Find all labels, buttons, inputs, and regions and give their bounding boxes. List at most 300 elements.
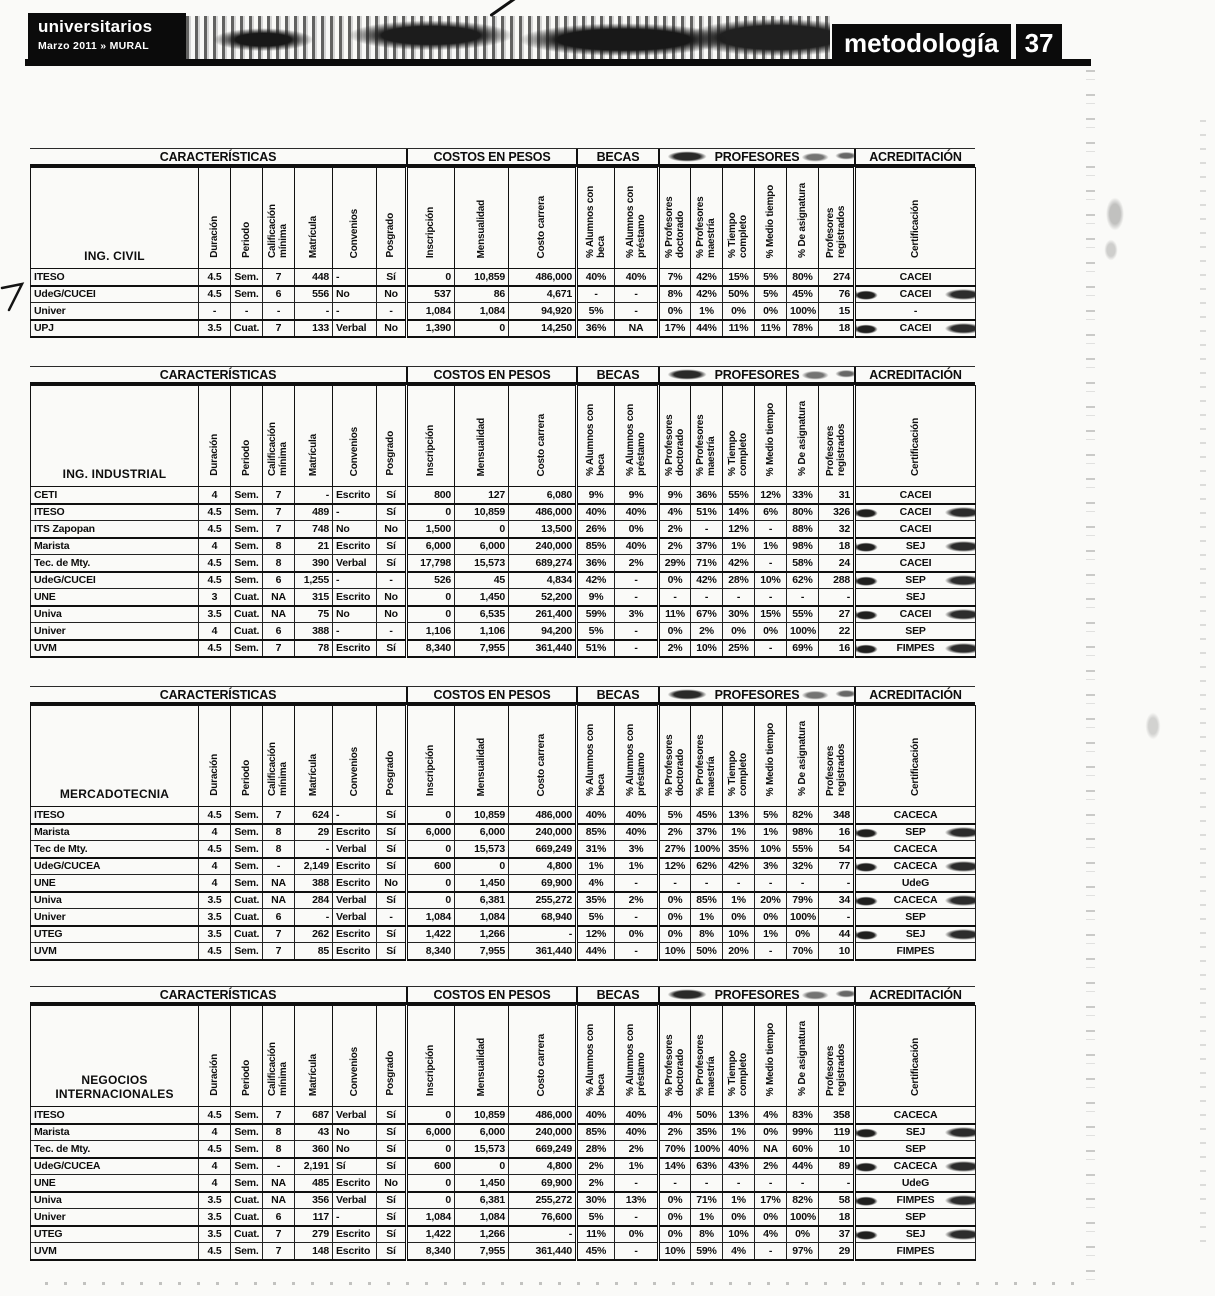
cell-mensualidad: 1,084 [455, 1209, 509, 1226]
column-header-label: Mensualidad [475, 1037, 487, 1096]
cell-mensualidad: 6,381 [455, 1192, 509, 1209]
cell-matricula: 388 [295, 623, 333, 640]
comparison-grid [30, 705, 976, 961]
cell-calificacion-minima: 7 [263, 1226, 295, 1243]
cell-periodo: Sem. [231, 1141, 263, 1158]
cell-costo-carrera: 68,940 [509, 909, 577, 926]
column-header-label: % Profesores maestría [695, 414, 718, 476]
program-title: ING. CIVIL [31, 168, 199, 269]
cell-convenios: Escrito [333, 589, 377, 606]
cell-pct-alumnos-prestamo: 2% [615, 555, 659, 572]
cell-pct-medio-tiempo: 0% [755, 1124, 787, 1141]
cell-certificacion: CACEI [855, 487, 976, 504]
cell-pct-tiempo-completo: 0% [723, 909, 755, 926]
cell-profesores-registrados: 16 [819, 640, 855, 657]
cell-pct-medio-tiempo: 1% [755, 824, 787, 841]
institution-name: UdeG/CUCEI [31, 572, 199, 589]
institution-name: UdeG/CUCEA [31, 1158, 199, 1175]
group-header-band [30, 986, 975, 1005]
column-header-label: Periodo [240, 1060, 252, 1096]
cell-posgrado: Sí [377, 892, 407, 909]
cell-costo-carrera: 13,500 [509, 521, 577, 538]
table-row [31, 841, 976, 858]
column-header-label: Costo carrera [536, 413, 548, 476]
column-header-posgrado [377, 1006, 407, 1107]
column-header-label: Calificación mínima [267, 204, 290, 258]
column-header-label: Convenios [348, 1046, 360, 1096]
column-header-mensualidad [455, 168, 509, 269]
cell-matricula: - [295, 303, 333, 320]
column-header-label: % Tiempo completo [727, 750, 750, 796]
cell-convenios: Escrito [333, 1175, 377, 1192]
cell-posgrado: Sí [377, 824, 407, 841]
cell-posgrado: No [377, 286, 407, 303]
cell-posgrado: No [377, 320, 407, 337]
cell-pct-tiempo-completo: 30% [723, 606, 755, 623]
cell-certificacion: UdeG [855, 875, 976, 892]
column-header-periodo [231, 706, 263, 807]
cell-convenios: Verbal [333, 909, 377, 926]
table-row [31, 1158, 976, 1175]
column-header-profesores-registrados [819, 386, 855, 487]
cell-pct-tiempo-completo: 50% [723, 286, 755, 303]
cell-posgrado: - [377, 623, 407, 640]
cell-pct-alumnos-beca: 28% [577, 1141, 615, 1158]
institution-name: Univer [31, 1209, 199, 1226]
cell-pct-alumnos-prestamo: 0% [615, 521, 659, 538]
cell-pct-profesores-maestria: 8% [691, 926, 723, 943]
cell-certificacion: SEJ [855, 1124, 976, 1141]
cell-posgrado: No [377, 521, 407, 538]
cell-pct-medio-tiempo: - [755, 1175, 787, 1192]
cell-duracion: 4 [199, 1124, 231, 1141]
cell-posgrado: Sí [377, 926, 407, 943]
cell-pct-profesores-maestria: - [691, 521, 723, 538]
cell-mensualidad: 0 [455, 1158, 509, 1175]
cell-pct-alumnos-beca: 9% [577, 589, 615, 606]
cell-pct-profesores-maestria: 8% [691, 1226, 723, 1243]
cell-matricula: 29 [295, 824, 333, 841]
cell-costo-carrera: 255,272 [509, 892, 577, 909]
cell-pct-tiempo-completo: 42% [723, 555, 755, 572]
cell-costo-carrera: - [509, 1226, 577, 1243]
cell-pct-profesores-doctorado: 0% [659, 1209, 691, 1226]
group-header-band [30, 366, 975, 385]
cell-matricula: 43 [295, 1124, 333, 1141]
group-header-section [576, 687, 658, 702]
cell-duracion: 4 [199, 623, 231, 640]
cell-matricula: 388 [295, 875, 333, 892]
column-header-pct-profesores-doctorado [659, 706, 691, 807]
cell-certificacion: SEP [855, 909, 976, 926]
cell-costo-carrera: 240,000 [509, 1124, 577, 1141]
table-row [31, 926, 976, 943]
cell-profesores-registrados: 10 [819, 1141, 855, 1158]
cell-calificacion-minima: 7 [263, 1107, 295, 1124]
column-header-label: Duración [208, 1054, 220, 1096]
cell-convenios: No [333, 286, 377, 303]
column-header-label: Matrícula [307, 215, 319, 258]
cell-calificacion-minima: 6 [263, 286, 295, 303]
program-table [30, 366, 975, 658]
cell-duracion: 4.5 [199, 286, 231, 303]
program-table [30, 986, 975, 1261]
table-row [31, 1192, 976, 1209]
table-row [31, 858, 976, 875]
cell-pct-profesores-doctorado: 2% [659, 1124, 691, 1141]
table-row [31, 892, 976, 909]
cell-duracion: 4 [199, 538, 231, 555]
cell-pct-profesores-maestria: 37% [691, 538, 723, 555]
column-header-profesores-registrados [819, 1006, 855, 1107]
column-header-calificacion-minima [263, 1006, 295, 1107]
column-header-periodo [231, 168, 263, 269]
cell-calificacion-minima: 7 [263, 504, 295, 521]
cell-pct-de-asignatura: 55% [787, 606, 819, 623]
group-header-section [854, 367, 975, 382]
cell-pct-de-asignatura: - [787, 589, 819, 606]
cell-mensualidad: 6,535 [455, 606, 509, 623]
cell-mensualidad: 6,000 [455, 538, 509, 555]
column-header-label: % Profesores maestría [695, 1034, 718, 1096]
cell-duracion: 3.5 [199, 1192, 231, 1209]
cell-pct-profesores-maestria: 42% [691, 286, 723, 303]
cell-pct-tiempo-completo: - [723, 875, 755, 892]
cell-periodo: Sem. [231, 504, 263, 521]
cell-profesores-registrados: 24 [819, 555, 855, 572]
cell-pct-de-asignatura: - [787, 875, 819, 892]
cell-pct-profesores-maestria: 1% [691, 1209, 723, 1226]
cell-profesores-registrados: - [819, 589, 855, 606]
column-header-certificacion [855, 168, 976, 269]
group-header: PROFESORES [714, 987, 800, 1002]
institution-name: Tec. de Mty. [31, 555, 199, 572]
cell-certificacion: SEP [855, 1141, 976, 1158]
column-header-label: Certificación [909, 738, 921, 796]
column-header-label: % Profesores maestría [695, 734, 718, 796]
cell-pct-profesores-maestria: 71% [691, 1192, 723, 1209]
cell-posgrado: Sí [377, 1124, 407, 1141]
scan-smudge-artifact [1128, 690, 1178, 780]
cell-mensualidad: 86 [455, 286, 509, 303]
cell-inscripcion: 526 [407, 572, 455, 589]
column-header-pct-medio-tiempo [755, 1006, 787, 1107]
cell-mensualidad: 1,084 [455, 909, 509, 926]
cell-inscripcion: 0 [407, 1175, 455, 1192]
column-header-pct-alumnos-prestamo [615, 706, 659, 807]
cell-periodo: Sem. [231, 858, 263, 875]
cell-pct-medio-tiempo: 0% [755, 1209, 787, 1226]
column-header-label: % Tiempo completo [727, 212, 750, 258]
group-header-section [30, 687, 406, 702]
column-header-inscripcion [407, 386, 455, 487]
table-row [31, 521, 976, 538]
cell-pct-profesores-doctorado: 0% [659, 1226, 691, 1243]
cell-pct-tiempo-completo: 14% [723, 504, 755, 521]
column-header-label: Duración [208, 434, 220, 476]
cell-pct-de-asignatura: 32% [787, 858, 819, 875]
cell-costo-carrera: 4,671 [509, 286, 577, 303]
cell-pct-profesores-maestria: 42% [691, 572, 723, 589]
group-header-section [854, 149, 975, 164]
cell-calificacion-minima: 6 [263, 909, 295, 926]
cell-certificacion: FIMPES [855, 943, 976, 960]
cell-costo-carrera: 6,080 [509, 487, 577, 504]
cell-mensualidad: 7,955 [455, 1243, 509, 1260]
cell-calificacion-minima: 6 [263, 623, 295, 640]
cell-calificacion-minima: 7 [263, 807, 295, 824]
cell-periodo: Sem. [231, 824, 263, 841]
column-header-pct-tiempo-completo [723, 706, 755, 807]
cell-matricula: 360 [295, 1141, 333, 1158]
cell-duracion: 4 [199, 824, 231, 841]
cell-profesores-registrados: 34 [819, 892, 855, 909]
institution-name: Tec. de Mty. [31, 1141, 199, 1158]
column-header-label: % Alumnos con préstamo [624, 185, 647, 258]
cell-pct-profesores-doctorado: 17% [659, 320, 691, 337]
cell-pct-de-asignatura: 100% [787, 303, 819, 320]
cell-inscripcion: 1,084 [407, 909, 455, 926]
group-header: COSTOS EN PESOS [433, 149, 551, 164]
cell-inscripcion: 0 [407, 807, 455, 824]
cell-pct-tiempo-completo: 1% [723, 1192, 755, 1209]
cell-matricula: 489 [295, 504, 333, 521]
cell-pct-alumnos-prestamo: 1% [615, 858, 659, 875]
column-header-mensualidad [455, 386, 509, 487]
cell-pct-alumnos-prestamo: - [615, 286, 659, 303]
cell-convenios: Verbal [333, 320, 377, 337]
cell-pct-medio-tiempo: - [755, 555, 787, 572]
cell-pct-medio-tiempo: NA [755, 1141, 787, 1158]
cell-matricula: - [295, 487, 333, 504]
table-row [31, 606, 976, 623]
column-header-posgrado [377, 168, 407, 269]
cell-calificacion-minima: 7 [263, 269, 295, 286]
column-header-pct-medio-tiempo [755, 168, 787, 269]
cell-certificacion: CACECA [855, 892, 976, 909]
masthead-date-line: Marzo 2011 » MURAL [38, 39, 150, 52]
cell-pct-profesores-maestria: 100% [691, 1141, 723, 1158]
group-header: CARACTERÍSTICAS [159, 149, 277, 164]
cell-pct-medio-tiempo: 1% [755, 538, 787, 555]
cell-profesores-registrados: 16 [819, 824, 855, 841]
cell-pct-alumnos-beca: 30% [577, 1192, 615, 1209]
cell-posgrado: Sí [377, 555, 407, 572]
table-row [31, 875, 976, 892]
column-header-pct-alumnos-beca [577, 1006, 615, 1107]
cell-mensualidad: 1,450 [455, 589, 509, 606]
cell-profesores-registrados: 29 [819, 1243, 855, 1260]
group-header-section [30, 987, 406, 1002]
cell-inscripcion: 1,422 [407, 926, 455, 943]
cell-pct-tiempo-completo: 43% [723, 1158, 755, 1175]
institution-name: ITESO [31, 807, 199, 824]
group-header-section [406, 987, 576, 1002]
column-header-duracion [199, 168, 231, 269]
cell-matricula: 390 [295, 555, 333, 572]
cell-duracion: 4.5 [199, 640, 231, 657]
cell-mensualidad: 15,573 [455, 841, 509, 858]
column-header-inscripcion [407, 168, 455, 269]
table-row [31, 909, 976, 926]
comparison-grid [30, 385, 976, 658]
cell-matricula: 2,149 [295, 858, 333, 875]
cell-pct-tiempo-completo: 15% [723, 269, 755, 286]
cell-matricula: 448 [295, 269, 333, 286]
column-header-certificacion [855, 706, 976, 807]
column-header-label: % Alumnos con préstamo [624, 1023, 647, 1096]
cell-inscripcion: 600 [407, 858, 455, 875]
cell-certificacion: CACECA [855, 841, 976, 858]
cell-inscripcion: 1,422 [407, 1226, 455, 1243]
cell-inscripcion: 0 [407, 1107, 455, 1124]
cell-pct-alumnos-beca: 2% [577, 1158, 615, 1175]
cell-pct-de-asignatura: 44% [787, 1158, 819, 1175]
cell-periodo: Sem. [231, 1107, 263, 1124]
cell-pct-alumnos-beca: 36% [577, 555, 615, 572]
program-table [30, 148, 975, 338]
cell-pct-de-asignatura: 33% [787, 487, 819, 504]
column-header-label: % Profesores doctorado [663, 414, 686, 476]
column-header-label: Convenios [348, 746, 360, 796]
cell-periodo: Cuat. [231, 589, 263, 606]
cell-profesores-registrados: 22 [819, 623, 855, 640]
cell-pct-medio-tiempo: 15% [755, 606, 787, 623]
cell-pct-de-asignatura: 98% [787, 538, 819, 555]
cell-convenios: Escrito [333, 824, 377, 841]
cell-matricula: 284 [295, 892, 333, 909]
cell-costo-carrera: 240,000 [509, 824, 577, 841]
cell-convenios: Escrito [333, 858, 377, 875]
cell-certificacion: SEJ [855, 538, 976, 555]
table-row [31, 807, 976, 824]
cell-mensualidad: 10,859 [455, 269, 509, 286]
cell-convenios: Escrito [333, 926, 377, 943]
cell-profesores-registrados: 32 [819, 521, 855, 538]
cell-pct-profesores-doctorado: 5% [659, 807, 691, 824]
cell-pct-profesores-doctorado: 9% [659, 487, 691, 504]
group-header-section [576, 987, 658, 1002]
cell-pct-profesores-doctorado: 2% [659, 640, 691, 657]
cell-pct-profesores-maestria: 44% [691, 320, 723, 337]
table-row [31, 1226, 976, 1243]
cell-certificacion: CACEI [855, 269, 976, 286]
cell-pct-alumnos-prestamo: 0% [615, 926, 659, 943]
column-header-label: % Medio tiempo [764, 1022, 776, 1096]
pen-mark-artifact [489, 0, 520, 17]
cell-convenios: Sí [333, 1158, 377, 1175]
cell-pct-alumnos-beca: 12% [577, 926, 615, 943]
cell-posgrado: Sí [377, 1226, 407, 1243]
cell-mensualidad: 0 [455, 320, 509, 337]
column-header-label: Certificación [909, 418, 921, 476]
cell-pct-de-asignatura: 79% [787, 892, 819, 909]
group-header-section [406, 367, 576, 382]
cell-convenios: No [333, 606, 377, 623]
cell-mensualidad: 7,955 [455, 943, 509, 960]
cell-pct-tiempo-completo: 13% [723, 1107, 755, 1124]
cell-duracion: 4.5 [199, 521, 231, 538]
column-header-convenios [333, 386, 377, 487]
cell-certificacion: UdeG [855, 1175, 976, 1192]
cell-duracion: 4.5 [199, 572, 231, 589]
cell-duracion: 4.5 [199, 504, 231, 521]
page-number: 37 [1016, 24, 1063, 62]
column-header-label: % Alumnos con préstamo [624, 723, 647, 796]
table-row [31, 623, 976, 640]
cell-pct-tiempo-completo: 35% [723, 841, 755, 858]
cell-periodo: Sem. [231, 555, 263, 572]
column-header-matricula [295, 1006, 333, 1107]
institution-name: ITESO [31, 1107, 199, 1124]
cell-posgrado: Sí [377, 1141, 407, 1158]
cell-pct-alumnos-prestamo: - [615, 572, 659, 589]
institution-name: Univer [31, 303, 199, 320]
cell-pct-medio-tiempo: 11% [755, 320, 787, 337]
cell-matricula: 85 [295, 943, 333, 960]
cell-certificacion: CACEI [855, 606, 976, 623]
cell-pct-tiempo-completo: - [723, 1175, 755, 1192]
cell-duracion: 4 [199, 1158, 231, 1175]
cell-periodo: Sem. [231, 875, 263, 892]
cell-posgrado: No [377, 589, 407, 606]
group-header-band [30, 148, 975, 167]
column-header-pct-profesores-maestria [691, 168, 723, 269]
cell-inscripcion: 6,000 [407, 1124, 455, 1141]
cell-profesores-registrados: 18 [819, 1209, 855, 1226]
cell-periodo: Sem. [231, 538, 263, 555]
institution-name: UTEG [31, 1226, 199, 1243]
cell-profesores-registrados: 76 [819, 286, 855, 303]
cell-pct-tiempo-completo: 13% [723, 807, 755, 824]
cell-matricula: - [295, 909, 333, 926]
cell-inscripcion: 1,500 [407, 521, 455, 538]
cell-pct-profesores-maestria: 36% [691, 487, 723, 504]
institution-name: UTEG [31, 926, 199, 943]
column-header-label: Mensualidad [475, 737, 487, 796]
cell-periodo: Sem. [231, 640, 263, 657]
cell-posgrado: - [377, 303, 407, 320]
group-header-section [854, 987, 975, 1002]
cell-matricula: 21 [295, 538, 333, 555]
column-header-label: % De asignatura [796, 721, 808, 796]
institution-name: UNE [31, 875, 199, 892]
cell-pct-profesores-maestria: - [691, 1175, 723, 1192]
column-header-label: Costo carrera [536, 1033, 548, 1096]
cell-pct-profesores-doctorado: 11% [659, 606, 691, 623]
cell-periodo: Cuat. [231, 606, 263, 623]
cell-pct-medio-tiempo: - [755, 1243, 787, 1260]
cell-costo-carrera: 361,440 [509, 640, 577, 657]
cell-convenios: - [333, 807, 377, 824]
cell-pct-medio-tiempo: - [755, 640, 787, 657]
cell-calificacion-minima: 8 [263, 1124, 295, 1141]
cell-pct-medio-tiempo: 2% [755, 1158, 787, 1175]
cell-pct-alumnos-beca: 40% [577, 504, 615, 521]
cell-mensualidad: 1,450 [455, 875, 509, 892]
institution-name: Marista [31, 1124, 199, 1141]
cell-pct-tiempo-completo: 4% [723, 1243, 755, 1260]
comparison-grid [30, 167, 976, 338]
cell-inscripcion: 600 [407, 1158, 455, 1175]
cell-pct-profesores-maestria: 71% [691, 555, 723, 572]
cell-inscripcion: 0 [407, 875, 455, 892]
cell-pct-alumnos-beca: 51% [577, 640, 615, 657]
cell-pct-alumnos-beca: 11% [577, 1226, 615, 1243]
cell-calificacion-minima: 7 [263, 320, 295, 337]
column-header-label: Matrícula [307, 1053, 319, 1096]
table-row [31, 504, 976, 521]
